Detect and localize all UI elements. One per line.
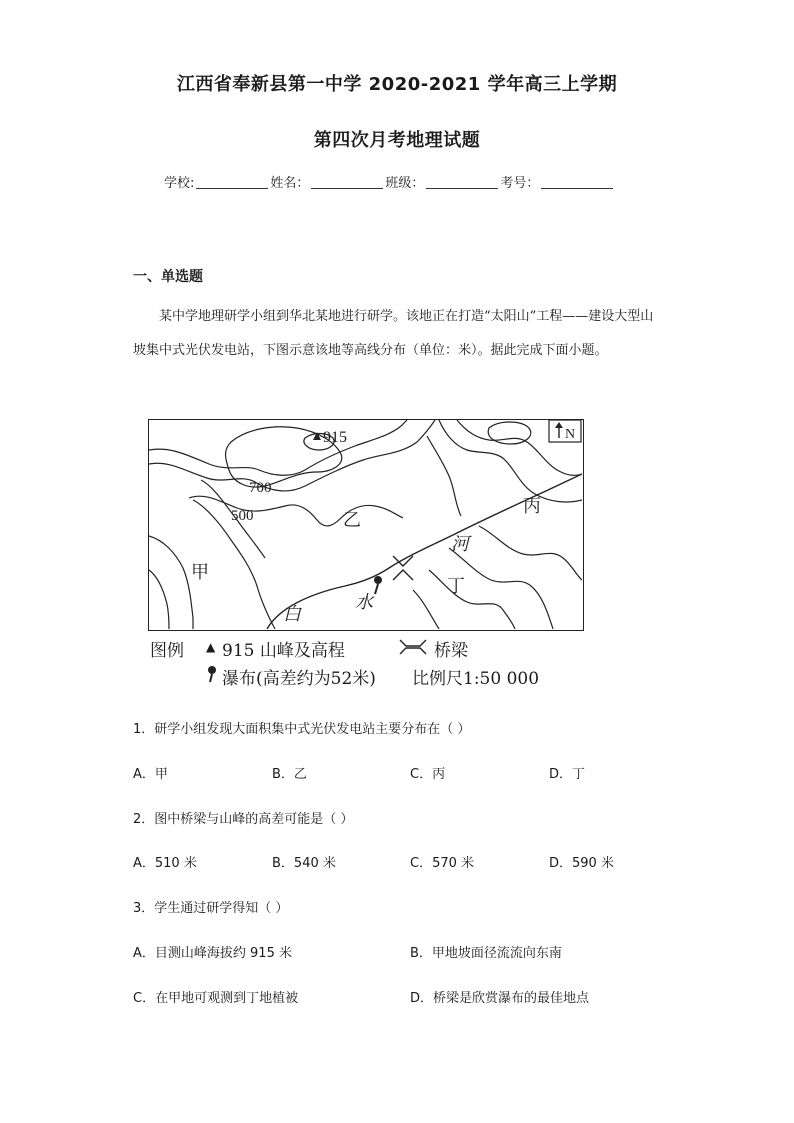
section-heading: 一、单选题 [133, 269, 203, 285]
document-title-line2: 第四次月考地理试题 [313, 130, 481, 151]
location-ding: 丁 [447, 576, 465, 596]
legend-scale-text: 比例尺1:50 000 [412, 669, 540, 689]
river-label-bai: 白 [283, 604, 301, 624]
contour-line [488, 422, 531, 444]
river-label-shui: 水 [355, 592, 373, 612]
north-label: N [565, 427, 576, 442]
number-blank[interactable] [541, 174, 613, 189]
question-2-option-c[interactable]: C．570 米 [410, 856, 475, 871]
legend-title: 图例 [150, 641, 184, 661]
passage-text: 某中学地理研学小组到华北某地进行研学。该地正在打造“太阳山”工程——建设大型山坡集中式光伏发电站，下图示意该地等高线分布（单位：米）。据此完成下面小题。 [133, 309, 654, 358]
map-legend [150, 634, 590, 688]
contour-line [149, 420, 407, 475]
name-label: 姓名： [270, 176, 310, 191]
waterfall-symbol [374, 576, 382, 594]
river-tributary [427, 436, 461, 516]
name-blank[interactable] [311, 174, 383, 189]
question-2-option-b[interactable]: B．540 米 [272, 856, 336, 871]
location-yi: 乙 [343, 510, 361, 530]
school-blank[interactable] [196, 174, 268, 189]
contour-line [149, 536, 193, 629]
question-1-option-a[interactable]: A．甲 [133, 767, 168, 782]
legend-bridge-icon [398, 638, 428, 656]
question-1-stem: 1．研学小组发现大面积集中式光伏发电站主要分布在（ ） [133, 722, 471, 737]
legend-peak-icon: ▲ [206, 640, 216, 654]
document-title-line1: 江西省奉新县第一中学 2020-2021 学年高三上学期 [176, 74, 618, 95]
contour-map-drawing [149, 420, 582, 629]
contour-map [148, 419, 584, 631]
contour-line [479, 526, 582, 580]
location-jia: 甲 [191, 562, 209, 582]
question-1-option-b[interactable]: B．乙 [272, 767, 307, 782]
question-3-option-c[interactable]: C．在甲地可观测到丁地植被 [133, 991, 299, 1006]
question-2-option-a[interactable]: A．510 米 [133, 856, 197, 871]
contour-line [149, 420, 435, 491]
legend-peak-text: 915 山峰及高程 [222, 641, 345, 661]
question-2-option-d[interactable]: D．590 米 [549, 856, 614, 871]
class-label: 班级： [385, 176, 425, 191]
contour-label-500: 500 [231, 508, 254, 524]
class-blank[interactable] [426, 174, 498, 189]
question-3-option-d[interactable]: D．桥梁是欣赏瀑布的最佳地点 [410, 991, 590, 1006]
location-bing: 丙 [523, 496, 541, 516]
peak-elevation-label: 915 [323, 429, 347, 446]
number-label: 考号： [500, 176, 540, 191]
contour-label-700: 700 [249, 480, 272, 496]
school-label: 学校: [164, 176, 195, 191]
contour-line [429, 570, 515, 629]
question-3-stem: 3．学生通过研学得知（ ） [133, 901, 289, 916]
contour-line [189, 496, 403, 526]
student-info-line [164, 172, 615, 191]
legend-waterfall-text: 瀑布(高差约为52米) [222, 669, 376, 689]
legend-waterfall-icon [206, 664, 218, 684]
contour-line [149, 570, 169, 629]
question-3-option-a[interactable]: A．目测山峰海拔约 915 米 [133, 946, 292, 961]
question-3-option-b[interactable]: B．甲地坡面径流流向东南 [410, 946, 562, 961]
river-label-he: 河 [451, 534, 469, 554]
question-2-stem: 2．图中桥梁与山峰的高差可能是（ ） [133, 812, 354, 827]
contour-line [413, 590, 439, 629]
legend-bridge-text: 桥梁 [434, 641, 468, 661]
question-1-option-c[interactable]: C．丙 [410, 767, 446, 782]
question-1-option-d[interactable]: D．丁 [549, 767, 586, 782]
